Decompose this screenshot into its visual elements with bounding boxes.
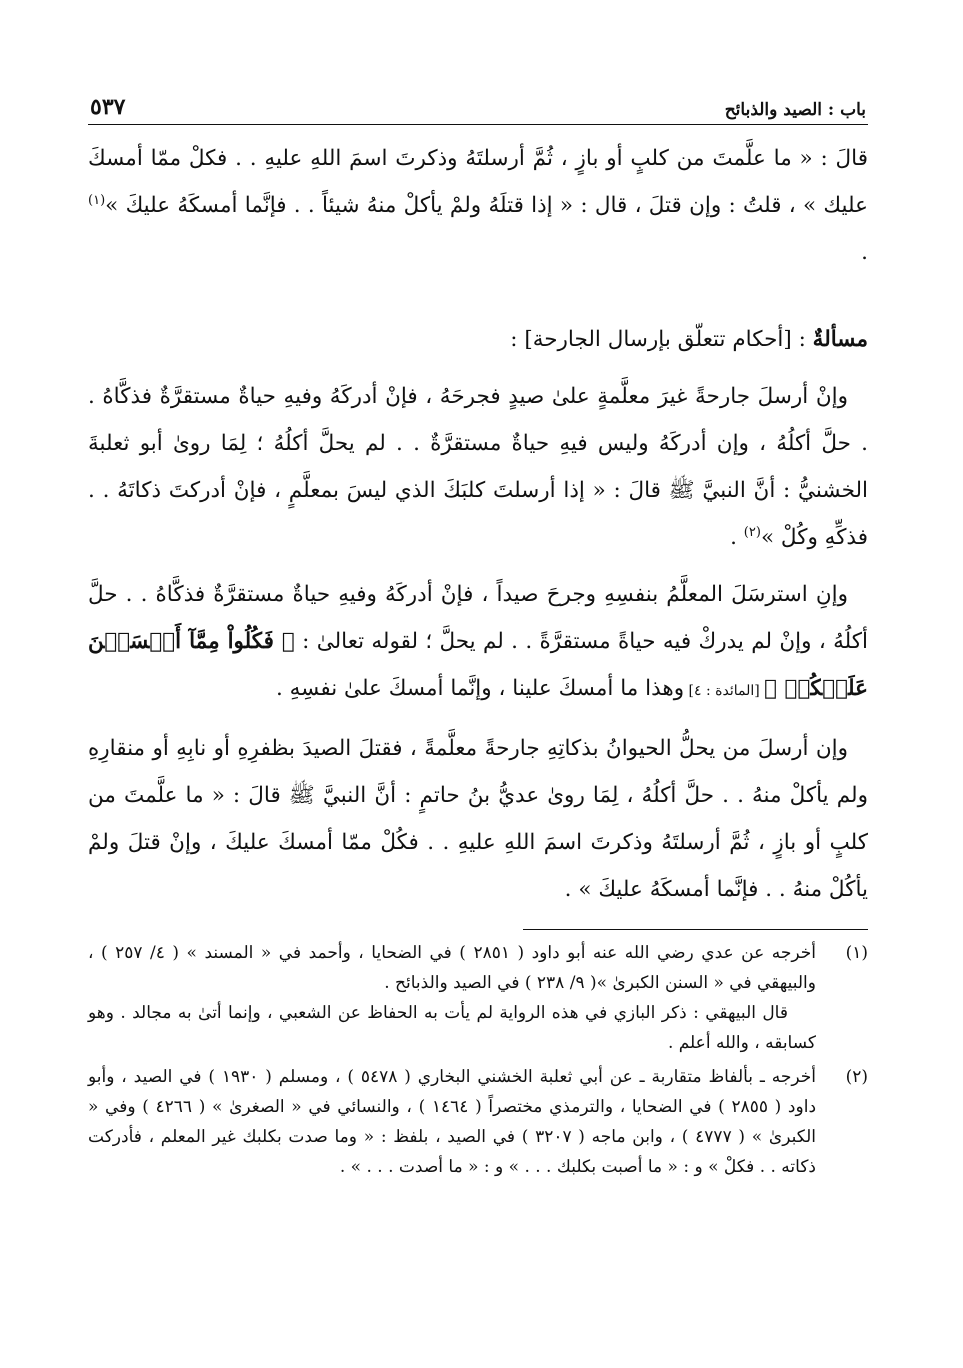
paragraph-2-end: . bbox=[730, 525, 744, 550]
main-text bbox=[88, 135, 868, 913]
verse-reference: [المائدة : ٤] bbox=[684, 683, 765, 699]
issue-label: مسألةٌ bbox=[812, 327, 868, 352]
footnote-1 bbox=[88, 938, 868, 1058]
paragraph-3-text-b: وهذا ما أمسكَ علينا ، وإنَّما أمسكَ علىٰ نفسِهِ . bbox=[275, 676, 685, 701]
paragraph-1 bbox=[88, 135, 868, 276]
running-header bbox=[88, 80, 868, 125]
footnote-ref-2[interactable]: (٢) bbox=[743, 524, 761, 540]
footnote-2-text: أخرجه ـ بألفاظ متقاربة ـ عن أبي ثعلبة الخشني البخاري ( ٥٤٧٨ ) ، ومسلم ( ١٩٣٠ ) في الصيد ، وأبو داود ( ٢٨٥٥ ) في الضحايا ، والترمذي مختصراً ( ١٤٦٤ ) ، والنسائي في « الصغرىٰ » ( ٤٢٦٦ ) وفي « الكبرىٰ » ( ٤٧٧٧ ) ، وابن ماجه ( ٣٢٠٧ ) في الصيد ، بلفظ : « وما صدت بكلبك غير المعلم ، فأدركت ذكاته . . فكلْ » و : « ما أصبت بكلبك . . . » و : « ما أصدت . . . » . bbox=[88, 1067, 817, 1177]
quran-verse: ﴿ فَكُلُواْ مِمَّآ أَمۡسَكۡنَ عَلَيۡكُمۡ ﴾ bbox=[88, 629, 868, 701]
issue-heading bbox=[88, 316, 868, 363]
paragraph-3 bbox=[88, 571, 868, 715]
paragraph-3-text-a: وإنِ استرسَلَ المعلَّمُ بنفسِهِ وجرحَ صيداً ، فإنْ أدركَهُ وفيهِ حياةٌ مستقرَّةٌ فذكَّاهُ . . حلَّ أكلُهُ ، وإنْ لم يدركْ فيه حياةً مستقرَّةً . . لم يحلَّ ؛ لقوله تعالىٰ : bbox=[88, 582, 868, 654]
footnote-number: (٢) bbox=[845, 1067, 868, 1087]
page-number: ٥٣٧ bbox=[90, 94, 126, 120]
footnote-1-text-2: قال البيهقي : ذكر البازي في هذه الرواية لم يأت به الحفاظ عن الشعبي ، وإنما أتىٰ به مجالد . وهو كسابقه ، والله أعلم . bbox=[88, 1003, 816, 1053]
chapter-title: باب : الصيد والذبائح bbox=[724, 100, 866, 120]
paragraph-1-text: قالَ : « ما علَّمتَ من كلبٍ أو بازٍ ، ثُمَّ أرسلتَهُ وذكرتَ اسمَ اللهِ عليهِ . . فكلْ ممّا أمسكَ عليك » ، قلتُ : وإن قتلَ ، قال : « إذا قتلَهُ ولمْ يأكلْ منهُ شيئاً . . فإنَّما أمسكَهُ عليكَ » bbox=[88, 146, 868, 218]
paragraph-2-text: وإنْ أرسلَ جارحةً غيرَ معلَّمةٍ علىٰ صيدٍ فجرحَهُ ، فإنْ أدركَهُ وفيهِ حياةٌ مستقرَّةٌ فذكَّاهُ . . حلَّ أكلُهُ ، وإن أدركَهُ وليس فيهِ حياةٌ مستقرَّةٌ . . لم يحلَّ أكلُهُ ؛ لِمَا روىٰ أبو ثعلبةَ الخشنيُّ : أنَّ النبيَّ ﷺ قالَ : « إذا أرسلتَ كلبَكَ الذي ليسَ بمعلَّمٍ ، فإنْ أدركتَ ذكاتَهُ . . فذكِّهِ وكُلْ » bbox=[88, 384, 868, 550]
issue-title: : [أحكام تتعلّق بإرسال الجارحة] : bbox=[510, 327, 813, 352]
footnote-2 bbox=[88, 1062, 868, 1182]
footnote-1-text: أخرجه عن عدي رضي الله عنه أبو داود ( ٢٨٥١ ) في الضحايا ، وأحمد في « المسند » ( ٤/ ٢٥٧ ) ، والبيهقي في « السنن الكبرىٰ »( ٩/ ٢٣٨ ) في الصيد والذبائح . bbox=[88, 943, 816, 993]
paragraph-1-end: . bbox=[861, 240, 868, 265]
footnote-number: (١) bbox=[845, 943, 868, 963]
book-page bbox=[88, 80, 868, 1182]
footnote-ref-1[interactable]: (١) bbox=[88, 192, 106, 208]
footnote-separator bbox=[523, 929, 868, 930]
paragraph-2 bbox=[88, 373, 868, 561]
paragraph-4: وإن أرسلَ من يحلُّ الحيوانُ بذكاتِهِ جارحةً معلَّمةً ، فقتلَ الصيدَ بظفرِهِ أو نابِهِ أو منقارِهِ ولم يأكلْ منهُ . . حلَّ أكلُهُ ، لِمَا روىٰ عديُّ بنُ حاتمٍ : أنَّ النبيَّ ﷺ قالَ : « ما علَّمتَ من كلبٍ أو بازٍ ، ثُمَّ أرسلتَهُ وذكرتَ اسمَ اللهِ عليهِ . . فكُلْ ممّا أمسكَ عليكَ ، وإنْ قتلَ ولمْ يأكُلْ منهُ . . فإنَّما أمسكَهُ عليكَ » . bbox=[88, 736, 868, 902]
footnotes bbox=[88, 938, 868, 1182]
